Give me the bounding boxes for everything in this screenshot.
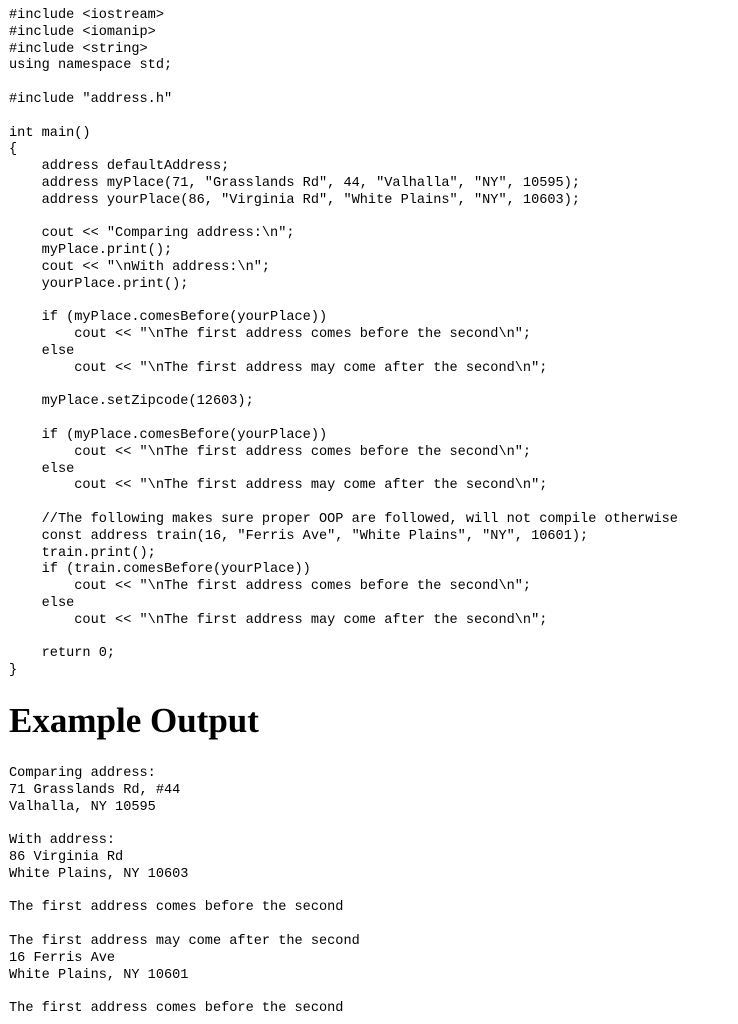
example-output-heading: Example Output <box>9 701 259 740</box>
output-line <box>9 816 360 833</box>
code-line <box>9 210 678 227</box>
code-line: cout << "\nThe first address may come after the second\n"; <box>9 360 548 376</box>
code-line: cout << "\nThe first address comes before the second\n"; <box>9 327 532 343</box>
code-line: address yourPlace(86, "Virginia Rd", "White Plains", "NY", 10603); <box>9 192 581 208</box>
code-line: cout << "\nThe first address comes before the second\n"; <box>9 579 532 595</box>
output-line <box>9 917 360 934</box>
code-line: { <box>9 142 18 158</box>
output-line: 86 Virginia Rd <box>9 849 124 865</box>
code-line <box>9 495 678 512</box>
code-line: cout << "\nThe first address may come after the second\n"; <box>9 478 548 494</box>
code-line: cout << "Comparing address:\n"; <box>9 226 295 242</box>
code-line <box>9 294 678 311</box>
output-line <box>9 984 360 1001</box>
code-line: cout << "\nWith address:\n"; <box>9 259 271 275</box>
code-line: #include "address.h" <box>9 91 173 107</box>
code-line: //The following makes sure proper OOP are followed, will not compile otherwise <box>9 511 678 527</box>
output-line: 16 Ferris Ave <box>9 950 116 966</box>
source-code-block <box>9 8 678 680</box>
code-line: if (train.comesBefore(yourPlace)) <box>9 562 311 578</box>
code-line: using namespace std; <box>9 58 173 74</box>
code-line: #include <iomanip> <box>9 24 156 40</box>
code-line: myPlace.print(); <box>9 243 173 259</box>
code-line: if (myPlace.comesBefore(yourPlace)) <box>9 427 328 443</box>
code-line: else <box>9 595 75 611</box>
code-line: cout << "\nThe first address comes before the second\n"; <box>9 444 532 460</box>
output-line: The first address comes before the second <box>9 900 344 916</box>
code-line: train.print(); <box>9 545 156 561</box>
code-line: cout << "\nThe first address may come after the second\n"; <box>9 612 548 628</box>
code-line: int main() <box>9 125 91 141</box>
output-line: Valhalla, NY 10595 <box>9 799 156 815</box>
code-line: myPlace.setZipcode(12603); <box>9 394 254 410</box>
output-line: The first address comes before the second <box>9 1001 344 1017</box>
code-line: #include <iostream> <box>9 8 164 23</box>
code-line: return 0; <box>9 646 116 662</box>
code-line: address myPlace(71, "Grasslands Rd", 44, "Valhalla", "NY", 10595); <box>9 175 581 191</box>
code-line <box>9 411 678 428</box>
code-line <box>9 378 678 395</box>
code-line: else <box>9 461 75 477</box>
output-line: The first address may come after the second <box>9 933 360 949</box>
output-line <box>9 884 360 901</box>
code-line: address defaultAddress; <box>9 159 230 175</box>
example-output-block <box>9 766 360 1018</box>
code-line: const address train(16, "Ferris Ave", "White Plains", "NY", 10601); <box>9 528 589 544</box>
output-line: White Plains, NY 10603 <box>9 866 189 882</box>
output-line: White Plains, NY 10601 <box>9 967 189 983</box>
code-line <box>9 109 678 126</box>
code-line <box>9 75 678 92</box>
output-line: Comparing address: <box>9 766 156 781</box>
code-line <box>9 629 678 646</box>
code-line: if (myPlace.comesBefore(yourPlace)) <box>9 310 328 326</box>
output-line: 71 Grasslands Rd, #44 <box>9 782 181 798</box>
output-line: With address: <box>9 833 116 849</box>
code-line: else <box>9 343 75 359</box>
code-line: yourPlace.print(); <box>9 276 189 292</box>
code-line: } <box>9 663 18 679</box>
code-line: #include <string> <box>9 41 148 57</box>
